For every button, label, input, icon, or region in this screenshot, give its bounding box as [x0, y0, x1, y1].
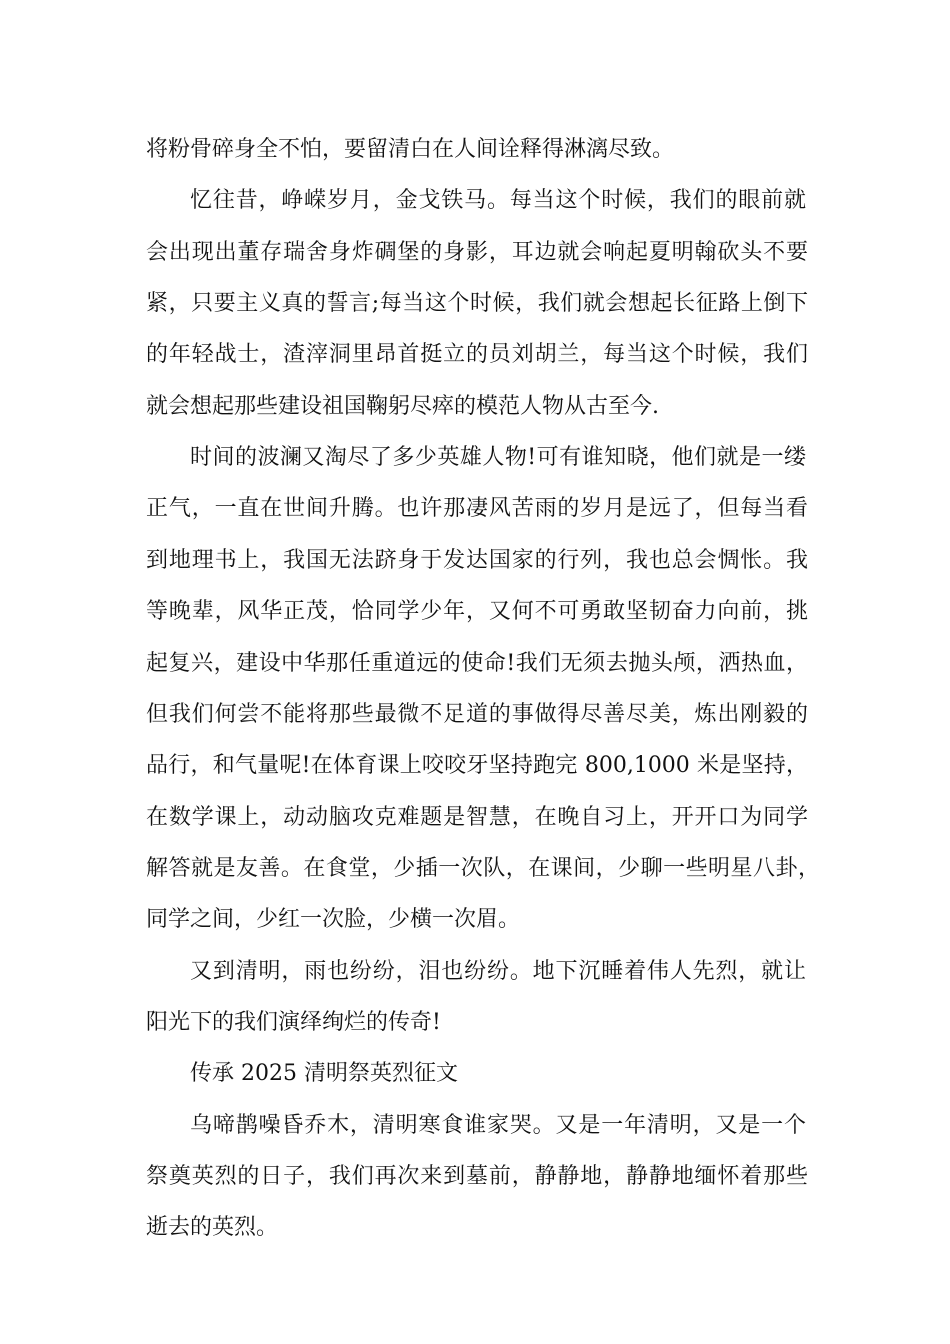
text-line: 正气，一直在世间升腾。也许那凄风苦雨的岁月是远了，但每当看: [146, 496, 808, 521]
text-line: 会出现出董存瑞舍身炸碉堡的身影，耳边就会响起夏明翰砍头不要: [146, 240, 808, 265]
text-line: 紧，只要主义真的誓言;每当这个时候，我们就会想起长征路上倒下: [146, 291, 808, 316]
text-line: 阳光下的我们演绎绚烂的传奇!: [146, 1010, 441, 1035]
text-line: 乌啼鹊噪昏乔木，清明寒食谁家哭。又是一年清明，又是一个: [190, 1113, 806, 1138]
text-line: 品行，和气量呢!在体育课上咬咬牙坚持跑完 800,1000 米是坚持，: [146, 753, 808, 778]
text-line: 逝去的英烈。: [146, 1215, 279, 1240]
text-line: 又到清明，雨也纷纷，泪也纷纷。地下沉睡着伟人先烈，就让: [190, 959, 806, 984]
text-line: 就会想起那些建设祖国鞠躬尽瘁的模范人物从古至今.: [146, 394, 659, 419]
text-line: 忆往昔，峥嵘岁月，金戈铁马。每当这个时候，我们的眼前就: [190, 188, 806, 213]
text-line: 在数学课上，动动脑攻克难题是智慧，在晚自习上，开开口为同学: [146, 805, 808, 830]
text-line: 祭奠英烈的日子，我们再次来到墓前，静静地，静静地缅怀着那些: [146, 1164, 808, 1189]
text-line: 到地理书上，我国无法跻身于发达国家的行列，我也总会惆怅。我: [146, 548, 808, 573]
text-line: 的年轻战士，渣滓洞里昂首挺立的员刘胡兰，每当这个时候，我们: [146, 342, 808, 367]
text-line: 起复兴，建设中华那任重道远的使命!我们无须去抛头颅，洒热血，: [146, 651, 808, 676]
text-line: 时间的波澜又淘尽了多少英雄人物!可有谁知晓，他们就是一缕: [190, 445, 806, 470]
text-line: 等晚辈，风华正茂，恰同学少年，又何不可勇敢坚韧奋力向前，挑: [146, 599, 808, 624]
text-line: 但我们何尝不能将那些最微不足道的事做得尽善尽美，炼出刚毅的: [146, 702, 808, 727]
text-line: 同学之间，少红一次脸，少横一次眉。: [146, 907, 521, 932]
section-heading: 传承 2025 清明祭英烈征文: [190, 1061, 458, 1086]
text-line: 解答就是友善。在食堂，少插一次队，在课间，少聊一些明星八卦，: [146, 856, 820, 881]
text-line: 将粉骨碎身全不怕，要留清白在人间诠释得淋漓尽致。: [146, 137, 675, 162]
